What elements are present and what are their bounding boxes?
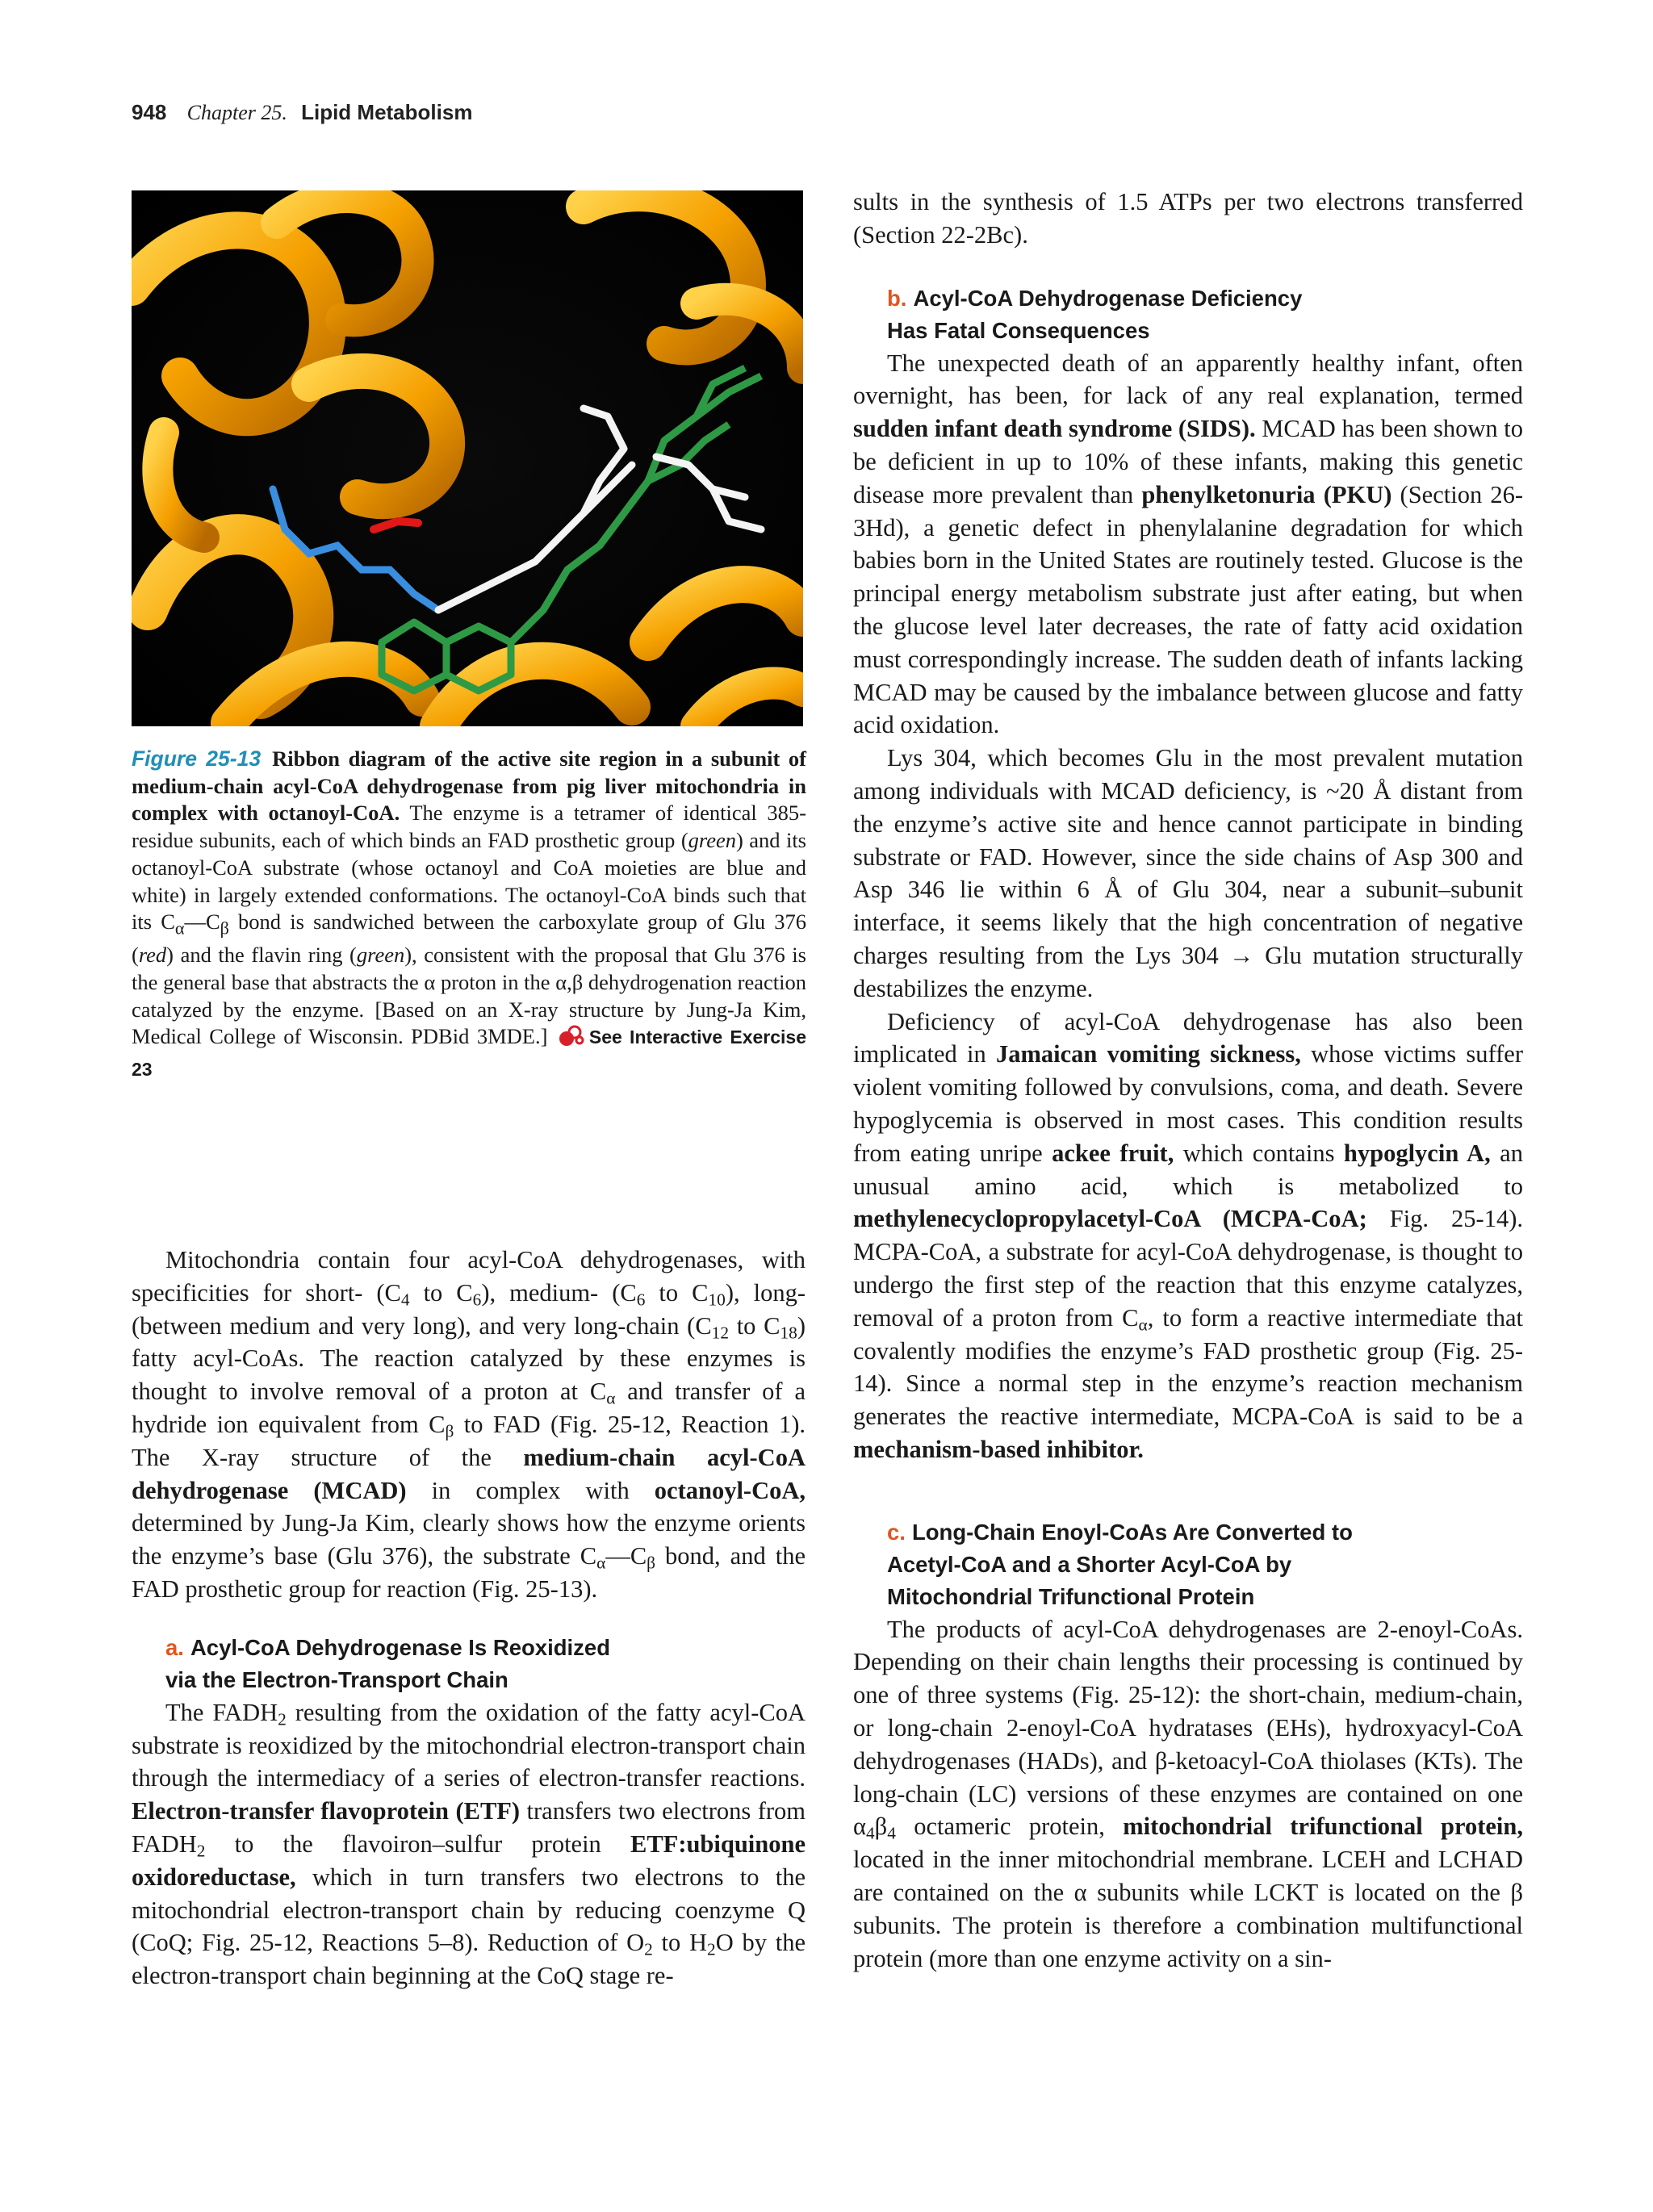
section-heading-a: a. Acyl-CoA Dehydrogenase Is Reoxidized via the Electron-Transport Chain: [165, 1634, 611, 1692]
page-header: [132, 100, 472, 125]
interactive-exercise-icon[interactable]: [557, 1024, 586, 1056]
left-column: [132, 1244, 806, 1992]
paragraph: sults in the synthesis of 1.5 ATPs per two electrons transferred (Section 22-2Bc).: [853, 188, 1523, 249]
caption-text: —C: [184, 909, 220, 935]
caption-italic: green: [688, 828, 737, 853]
paragraph: Mitochondria contain four acyl-CoA dehydrogenases, with specificities for short- ($C_4$ to $C_6$), medium- ($C_6$ to $C_{10}$), long- (between medium and very long), and very long-chain ($C_{12}$ to $C_{18}$) fatty acyl-CoAs. The reaction catalyzed by these enzymes is thought to involve removal of a proton at $C_\alpha$ and transfer of a hydride ion equivalent from $C_\beta$ to FAD (Fig. 25-12, Reaction 1). The X-ray structure of the medium-chain acyl-CoA dehydrogenase (MCAD) in complex with octanoyl-CoA, determined by Jung-Ja Kim, clearly shows how the enzyme orients the enzyme’s base (Glu 376), the substrate $C_\alpha—C_\beta$ bond, and the FAD prosthetic group for reaction (Fig. 25-13).: [132, 1246, 806, 1603]
section-heading-b: b. Acyl-CoA Dehydrogenase Deficiency Has Fatal Consequences: [887, 285, 1303, 343]
caption-text: The enzyme is a tetramer of identical 385-residue subunits, each of which binds an FAD prosthetic group (: [132, 801, 806, 853]
right-column: [853, 186, 1523, 1975]
paragraph: Lys 304, which becomes Glu in the most prevalent mutation among individuals with MCAD deficiency, is ~20 Å distant from the enzyme’s active site and hence cannot participate in binding substrate or FAD. However, since the side chains of Asp 300 and Asp 346 lie within 6 Å of Glu 304, near a subunit–subunit interface, it seems likely that the high concentration of negative charges resulting from the Lys 304 → Glu mutation structurally destabilizes the enzyme.: [853, 744, 1523, 1002]
paragraph: The $FADH_2$ resulting from the oxidation of the fatty acyl-CoA substrate is reoxidized by the mitochondrial electron-transport chain through the intermediacy of a series of electron-transfer reactions. Electron-transfer flavoprotein (ETF) transfers two electrons from $FADH_2$ to the flavoiron–sulfur protein ETF:ubiquinone oxidoreductase, which in turn transfers two electrons to the mitochondrial electron-transport chain by reducing coenzyme Q (CoQ; Fig. 25-12, Reactions 5–8). Reduction of $O_2$ to $H_2O$ by the electron-transport chain beginning at the CoQ stage re-: [132, 1698, 806, 1990]
paragraph: Deficiency of acyl-CoA dehydrogenase has also been implicated in Jamaican vomiting sickness, whose victims suffer violent vomiting followed by convulsions, coma, and death. Severe hypoglycemia is observed in most cases. This condition results from eating unripe ackee fruit, which contains hypoglycin A, an unusual amino acid, which is metabolized to methylenecyclopropylacetyl-CoA (MCPA-CoA; Fig. 25-14). MCPA-CoA, a substrate for acyl-CoA dehydrogenase, is thought to undergo the first step of the reaction that this enzyme catalyzes, removal of a proton from $C_\alpha$, to form a reactive intermediate that covalently modifies the enzyme’s FAD prosthetic group (Fig. 25-14). Since a normal step in the enzyme’s reaction mechanism generates the reactive intermediate, MCPA-CoA is said to be a mechanism-based inhibitor.: [853, 1007, 1523, 1463]
chapter-label: Chapter 25.: [186, 101, 287, 124]
caption-sub: β: [220, 918, 229, 939]
caption-italic: green: [356, 943, 405, 968]
figure-caption: [132, 746, 806, 1084]
page-number: 948: [132, 100, 167, 124]
chapter-title: Lipid Metabolism: [301, 100, 473, 124]
ribbon-diagram-svg: [132, 190, 803, 726]
figure-label: Figure 25-13: [132, 746, 262, 771]
caption-text: ) and its octanoyl-CoA substrate (whose octanoyl and CoA moieties are blue and white) in largely extended conformations. The octanoyl-CoA binds such that its C: [132, 828, 806, 935]
caption-text: ) and the flavin ring (: [166, 943, 357, 968]
section-heading-c: c. Long-Chain Enoyl-CoAs Are Converted to Acetyl-CoA and a Shorter Acyl-CoA by Mitochondrial Trifunctional Protein: [887, 1519, 1353, 1609]
paragraph: The unexpected death of an apparently healthy infant, often overnight, has been, for lack of any real explanation, termed sudden infant death syndrome (SIDS). MCAD has been shown to be deficient in up to 10% of these infants, making this genetic disease more prevalent than phenylketonuria (PKU) (Section 26-3Hd), a genetic defect in phenylalanine degradation for which babies born in the United States are routinely tested. Glucose is the principal energy metabolism substrate just after eating, but when the glucose level later decreases, the rate of fatty acid oxidation must correspondingly increase. The sudden death of infants lacking MCAD may be caused by the imbalance between glucose and fatty acid oxidation.: [853, 349, 1523, 739]
caption-text: bond is sandwiched between the carboxylate group of Glu 376 (: [132, 909, 806, 968]
see-interactive-link[interactable]: See Interactive Exercise 23: [132, 1027, 806, 1081]
paragraph: The products of acyl-CoA dehydrogenases are 2-enoyl-CoAs. Depending on their chain lengths their processing is continued by one of three systems (Fig. 25-12): the short-chain, medium-chain, or long-chain 2-enoyl-CoA hydratases (EHs), hydroxyacyl-CoA dehydrogenases (HADs), and β-ketoacyl-CoA thiolases (KTs). The long-chain (LC) versions of these enzymes are contained on one $\alpha_4\beta_4$ octameric protein, mitochondrial trifunctional protein, located in the inner mitochondrial membrane. LCEH and LCHAD are contained on the α subunits while LCKT is located on the β subunits. The protein is therefore a combination multifunctional protein (more than one enzyme activity on a sin-: [853, 1615, 1523, 1972]
caption-bold: Ribbon diagram of the active site region in a subunit of medium-chain acyl-CoA dehydrogenase from pig liver mitochondria in complex with octanoyl-CoA.: [132, 746, 806, 826]
caption-sub: α: [174, 918, 185, 939]
caption-italic: red: [138, 943, 167, 968]
ribbon-diagram-image: [132, 190, 803, 726]
caption-text: ), consistent with the proposal that Glu 376 is the general base that abstracts the α proton in the α,β dehydrogenation reaction catalyzed by the enzyme. [Based on an X-ray structure by Jung-Ja Kim, Medical College of Wisconsin. PDBid 3MDE.]: [132, 943, 806, 1049]
